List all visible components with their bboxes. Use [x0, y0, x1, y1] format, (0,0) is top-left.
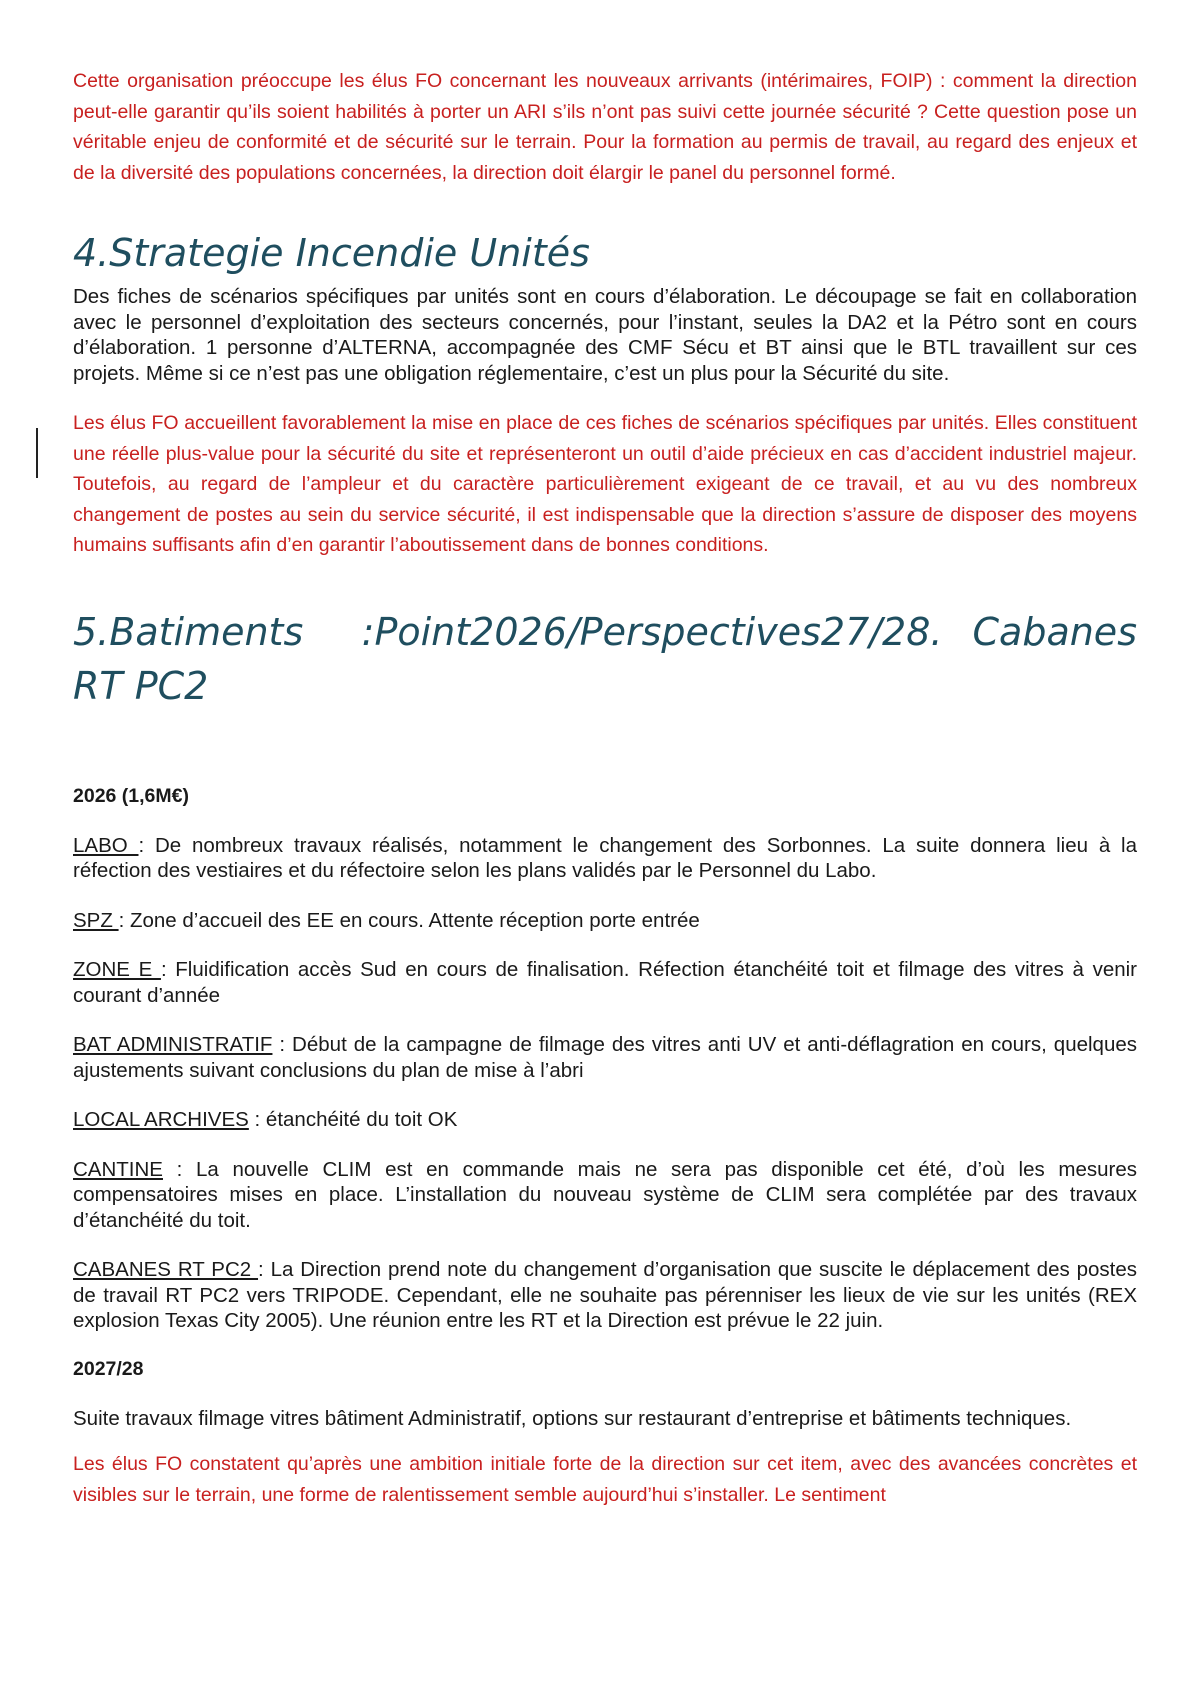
section-5-heading-part1: 5.Batiments :Point2026/Perspectives27/28.	[73, 609, 943, 654]
item-bat-administratif-label: BAT ADMINISTRATIF	[73, 1033, 273, 1056]
section-4-body: Des fiches de scénarios spécifiques par unités sont en cours d’élaboration. Le découpage se fait en collaboration avec le personnel d’exploitation des secteurs concernés, pour l’instant, seules la DA2 et la Pétro sont en cours d’élaboration. 1 personne d’ALTERNA, accompagnée des CMF Sécu et BT ainsi que le BTL travaillent sur ces projets. Même si ce n’est pas une obligation réglementaire, c’est un plus pour la Sécurité du site.	[73, 285, 1137, 385]
section-5-heading	[73, 605, 1137, 713]
year-2027-28-text: Suite travaux filmage vitres bâtiment Administratif, options sur restaurant d’entreprise et bâtiments techniques.	[73, 1406, 1072, 1430]
item-spz-text: : Zone d’accueil des EE en cours. Attente réception porte entrée	[118, 908, 700, 932]
section-4-fo-comment: Les élus FO accueillent favorablement la mise en place de ces fiches de scénarios spécifiques par unités. Elles constituent une réelle plus-value pour la sécurité du site et représenteront un outil d’aide précieux en cas d’accident industriel majeur. Toutefois, au regard de l’ampleur et du caractère particulièrement exigeant de ce travail, et au vu des nombreux changement de postes au sein du service sécurité, il est indispensable que la direction s’assure de disposer des moyens humains suffisants afin d’en garantir l’aboutissement dans de bonnes conditions.	[73, 412, 1137, 556]
item-cantine	[73, 1157, 1137, 1234]
item-spz-label: SPZ	[73, 908, 119, 932]
item-zone-e-text: : Fluidification accès Sud en cours de finalisation. Réfection étanchéité toit et filmage des vitres à venir courant d’année	[73, 958, 1137, 1007]
item-zone-e-label: ZONE E	[73, 958, 161, 981]
item-cabanes-rt-pc2	[73, 1257, 1137, 1334]
year-2026-heading: 2026 (1,6M€)	[73, 784, 189, 807]
section-4-heading: 4.Strategie Incendie Unités	[73, 231, 590, 275]
text-cursor	[36, 428, 38, 478]
item-spz	[73, 908, 1137, 934]
item-cabanes-rt-pc2-label: CABANES RT PC2	[73, 1258, 259, 1281]
intro-fo-comment: Cette organisation préoccupe les élus FO concernant les nouveaux arrivants (intérimaires, FOIP) : comment la direction peut-elle garantir qu’ils soient habilités à porter un ARI s’ils n’ont pas suivi cette journée sécurité ? Cette question pose un véritable enjeu de conformité et de sécurité sur le terrain. Pour la formation au permis de travail, au regard des enjeux et de la diversité des populations concernées, la direction doit élargir le panel du personnel formé.	[73, 70, 1137, 184]
year-2027-28-heading: 2027/28	[73, 1357, 144, 1380]
item-zone-e	[73, 957, 1137, 1008]
item-labo	[73, 833, 1137, 884]
item-local-archives	[73, 1107, 1137, 1133]
item-bat-administratif-text: : Début de la campagne de filmage des vitres anti UV et anti-déflagration en cours, quelques ajustements suivant conclusions du plan de mise à l’abri	[73, 1033, 1137, 1082]
item-labo-label: LABO	[73, 833, 139, 857]
document-page	[73, 66, 1137, 1510]
item-cabanes-rt-pc2-text: : La Direction prend note du changement d’organisation que suscite le déplacement des postes de travail RT PC2 vers TRIPODE. Cependant, elle ne souhaite pas pérenniser les lieux de vie sur les unités (REX explosion Texas City 2005). Une réunion entre les RT et la Direction est prévue le 22 juin.	[73, 1258, 1137, 1332]
section-5-fo-comment: Les élus FO constatent qu’après une ambition initiale forte de la direction sur cet item, avec des avancées concrètes et visibles sur le terrain, une forme de ralentissement semble aujourd’hui s’installer. Le sentiment	[73, 1453, 1137, 1506]
item-bat-administratif	[73, 1032, 1137, 1083]
section-5-heading-part2: Cabanes RT PC2	[73, 609, 1137, 708]
item-local-archives-text: : étanchéité du toit OK	[248, 1108, 458, 1131]
item-cantine-text: : La nouvelle CLIM est en commande mais ne sera pas disponible cet été, d’où les mesures compensatoires mises en place. L’installation du nouveau système de CLIM sera complétée par des travaux d’étanchéité du toit.	[73, 1157, 1137, 1232]
item-local-archives-label: LOCAL ARCHIVES	[73, 1108, 249, 1131]
item-labo-text: : De nombreux travaux réalisés, notamment le changement des Sorbonnes. La suite donnera lieu à la réfection des vestiaires et du réfectoire selon les plans validés par le Personnel du Labo.	[73, 833, 1137, 882]
item-cantine-label: CANTINE	[73, 1157, 163, 1181]
